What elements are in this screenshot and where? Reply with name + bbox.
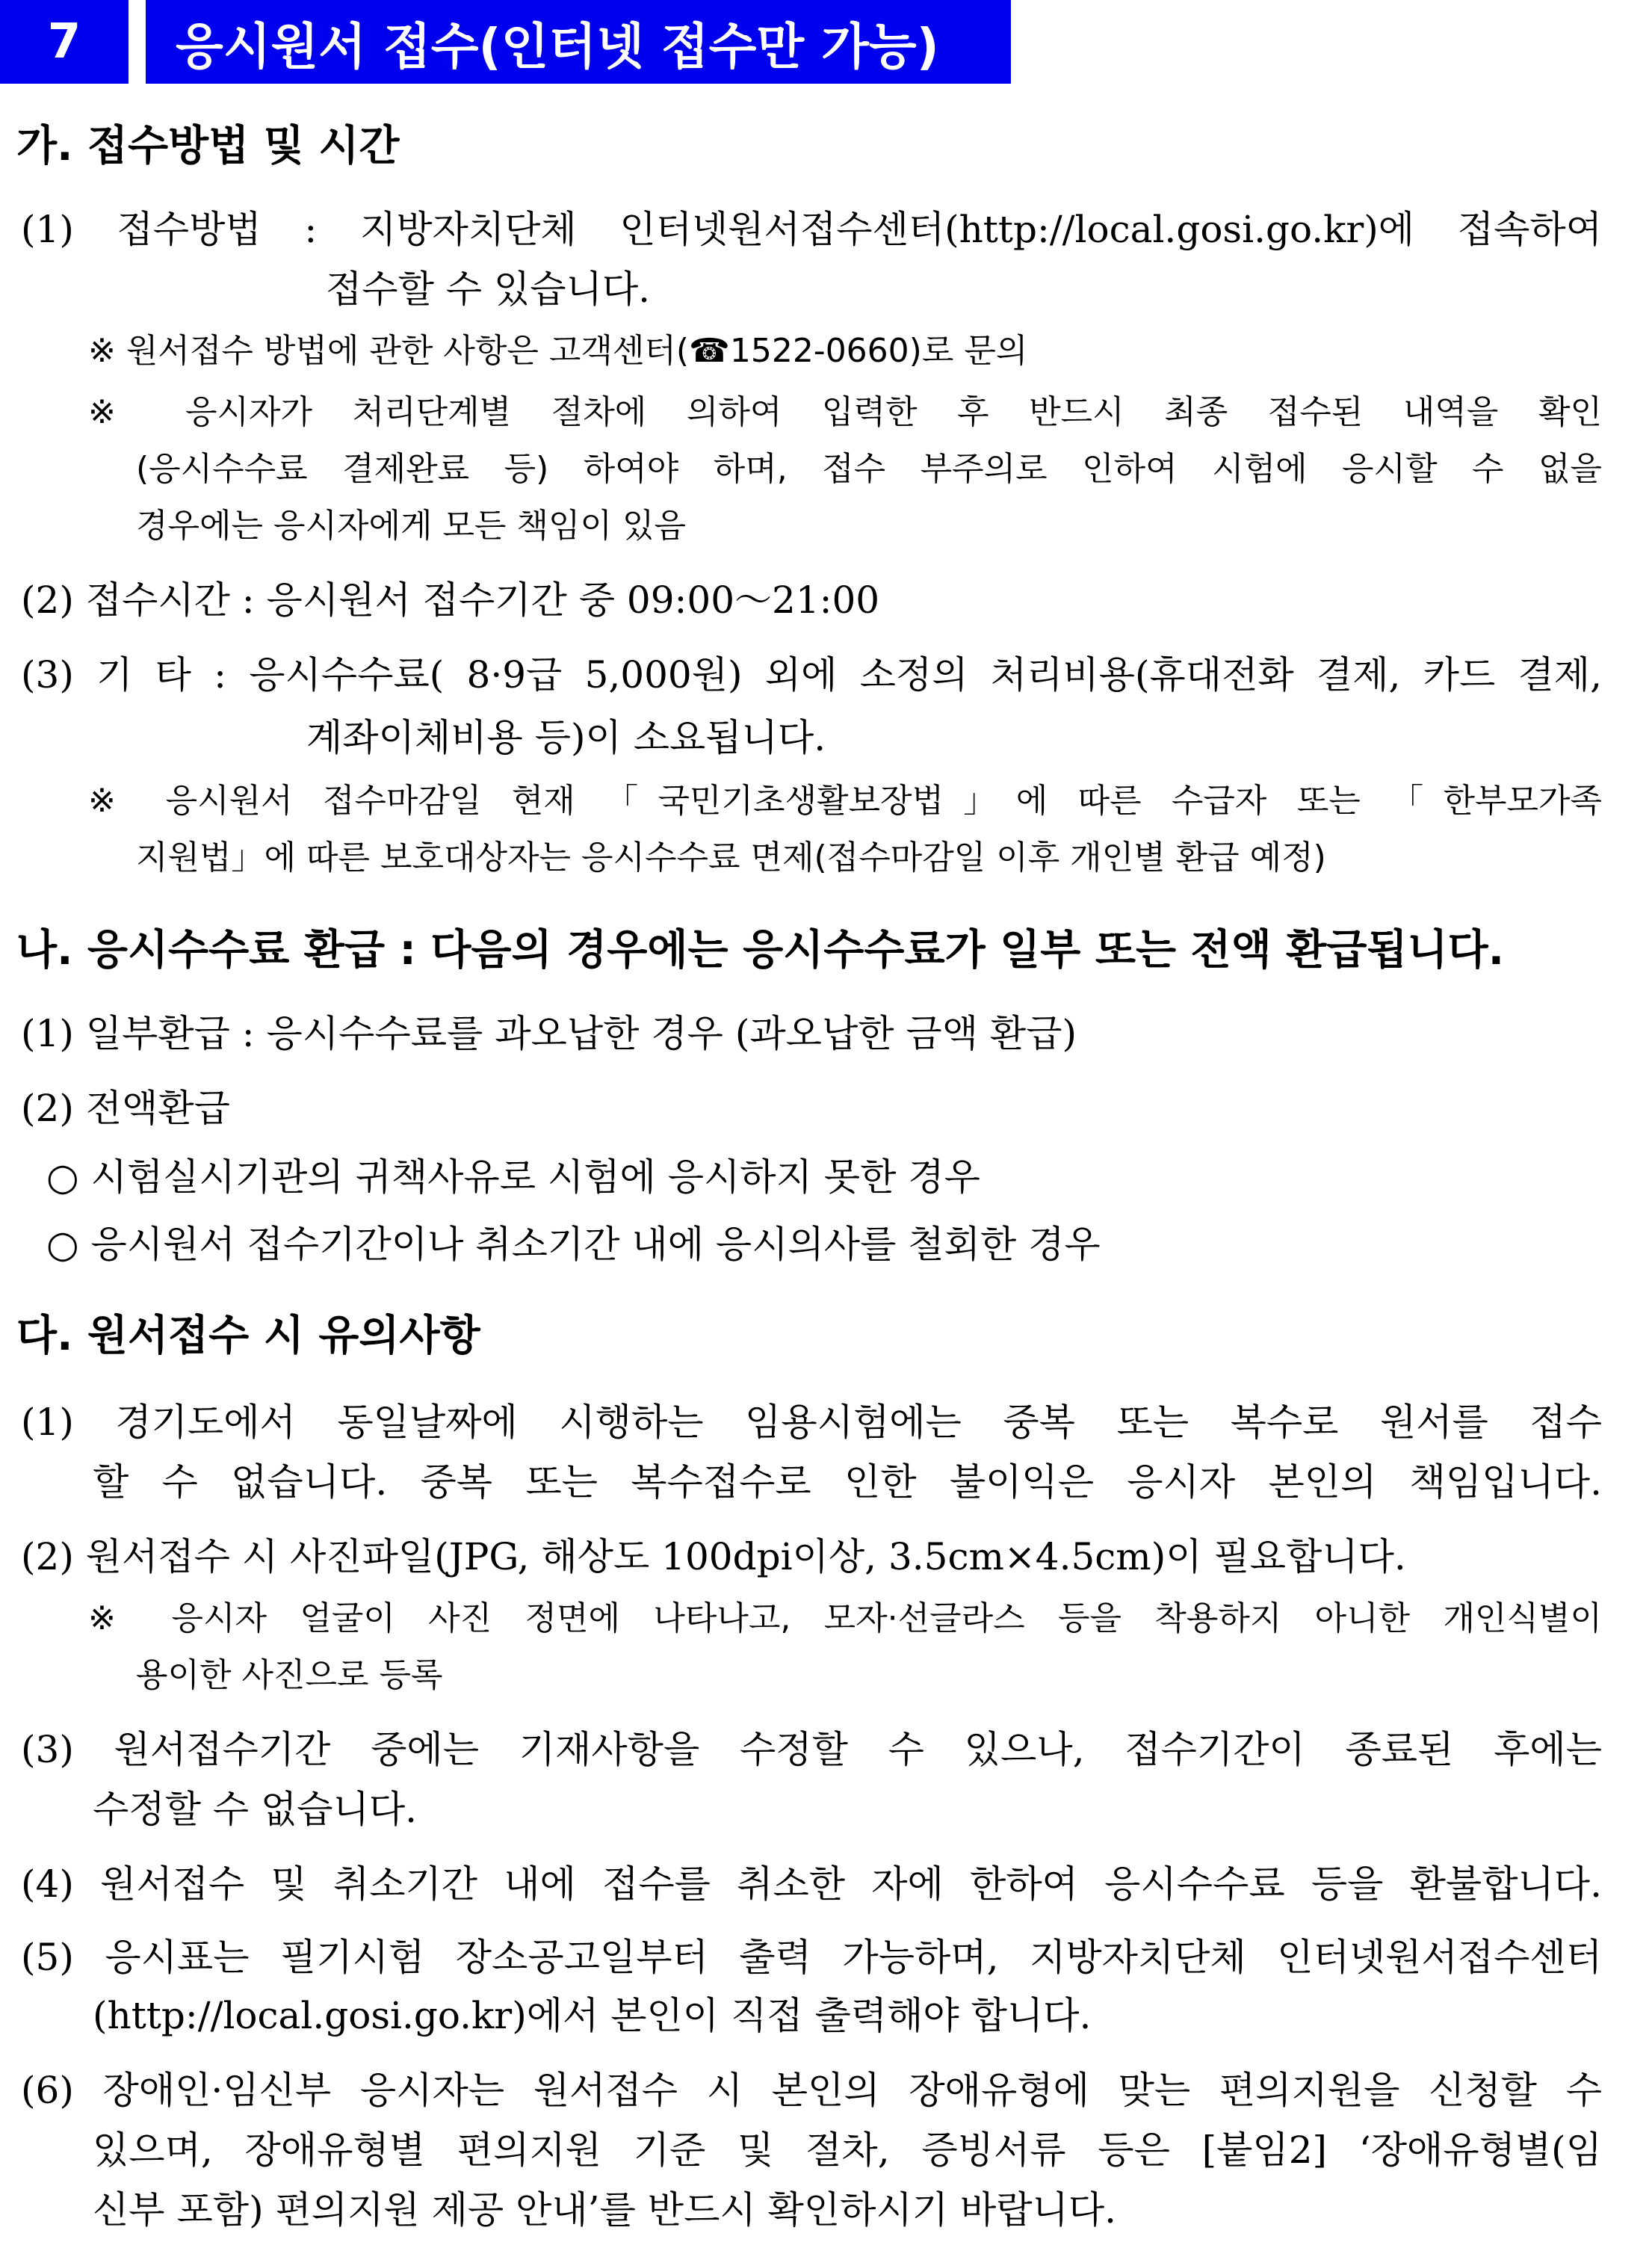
- text-line: 있으며, 장애유형별 편의지원 기준 및 절차, 증빙서류 등은 [붙임2] ‘장애유형별(임: [93, 2128, 1602, 2172]
- text-line: (http://local.gosi.go.kr)에서 본인이 직접 출력해야 합니다.: [93, 1994, 1092, 2037]
- note-line: ※ 응시자가 처리단계별 절차에 의하여 입력한 후 반드시 최종 접수된 내역을 확인: [88, 393, 1602, 431]
- text-line: 계좌이체비용 등)이 소요됩니다.: [306, 716, 826, 759]
- note-line: 지원법」에 따른 보호대상자는 응시수수료 면제(접수마감일 이후 개인별 환급 예정): [136, 839, 1326, 877]
- section-title-banner: 응시원서 접수(인터넷 접수만 가능): [146, 0, 1011, 84]
- text-line: (6) 장애인·임신부 응시자는 원서접수 시 본인의 장애유형에 맞는 편의지원을 신청할 수: [21, 2069, 1602, 2112]
- text-line: 할 수 없습니다. 중복 또는 복수접수로 인한 불이익은 응시자 본인의 책임입니다.: [93, 1460, 1602, 1504]
- text-line: (3) 기 타 : 응시수수료( 8·9급 5,000원) 외에 소정의 처리비용(휴대전화 결제, 카드 결제,: [21, 653, 1602, 697]
- text-line: 수정할 수 없습니다.: [93, 1788, 418, 1831]
- section-da-heading: 다. 원서접수 시 유의사항: [16, 1312, 480, 1360]
- text-line: (5) 응시표는 필기시험 장소공고일부터 출력 가능하며, 지방자치단체 인터넷원서접수센터: [21, 1936, 1602, 1979]
- section-na-heading: 나. 응시수수료 환급 : 다음의 경우에는 응시수수료가 일부 또는 전액 환급됩니다.: [16, 926, 1504, 975]
- text-line: (3) 원서접수기간 중에는 기재사항을 수정할 수 있으나, 접수기간이 종료된 후에는: [21, 1728, 1602, 1771]
- section-ga-heading: 가. 접수방법 및 시간: [16, 122, 400, 170]
- text-line: (1) 경기도에서 동일날짜에 시행하는 임용시험에는 중복 또는 복수로 원서를 접수: [21, 1401, 1602, 1444]
- note-line: ※ 응시원서 접수마감일 현재 「국민기초생활보장법」에 따른 수급자 또는 「한부모가족: [88, 782, 1602, 820]
- note-line: (응시수수료 결제완료 등) 하여야 하며, 접수 부주의로 인하여 시험에 응시할 수 없을: [136, 450, 1603, 488]
- text-line: 접수할 수 있습니다.: [326, 268, 651, 311]
- note-line: ※ 응시자 얼굴이 사진 정면에 나타나고, 모자·선글라스 등을 착용하지 아니한 개인식별이: [88, 1599, 1602, 1637]
- text-line: (2) 원서접수 시 사진파일(JPG, 해상도 100dpi이상, 3.5cm×4.5cm)이 필요합니다.: [21, 1535, 1406, 1578]
- text-line: (4) 원서접수 및 취소기간 내에 접수를 취소한 자에 한하여 응시수수료 등을 환불합니다.: [21, 1862, 1602, 1906]
- note-line: 용이한 사진으로 등록: [136, 1656, 443, 1694]
- note-line: 경우에는 응시자에게 모든 책임이 있음: [136, 507, 687, 545]
- text-line: 신부 포함) 편의지원 제공 안내’를 반드시 확인하시기 바랍니다.: [93, 2188, 1117, 2232]
- section-number-badge: 7: [0, 0, 129, 84]
- text-line: (1) 접수방법 : 지방자치단체 인터넷원서접수센터(http://local.gosi.go.kr)에 접속하여: [21, 208, 1602, 251]
- note-line: ※ 원서접수 방법에 관한 사항은 고객센터(☎1522-0660)로 문의: [88, 332, 1028, 370]
- list-item: ○ 시험실시기관의 귀책사유로 시험에 응시하지 못한 경우: [46, 1155, 980, 1199]
- list-item: ○ 응시원서 접수기간이나 취소기간 내에 응시의사를 철회한 경우: [46, 1223, 1101, 1266]
- text-line: (1) 일부환급 : 응시수수료를 과오납한 경우 (과오납한 금액 환급): [21, 1012, 1077, 1055]
- text-line: (2) 접수시간 : 응시원서 접수기간 중 09:00～21:00: [21, 578, 880, 622]
- text-line: (2) 전액환급: [21, 1087, 230, 1130]
